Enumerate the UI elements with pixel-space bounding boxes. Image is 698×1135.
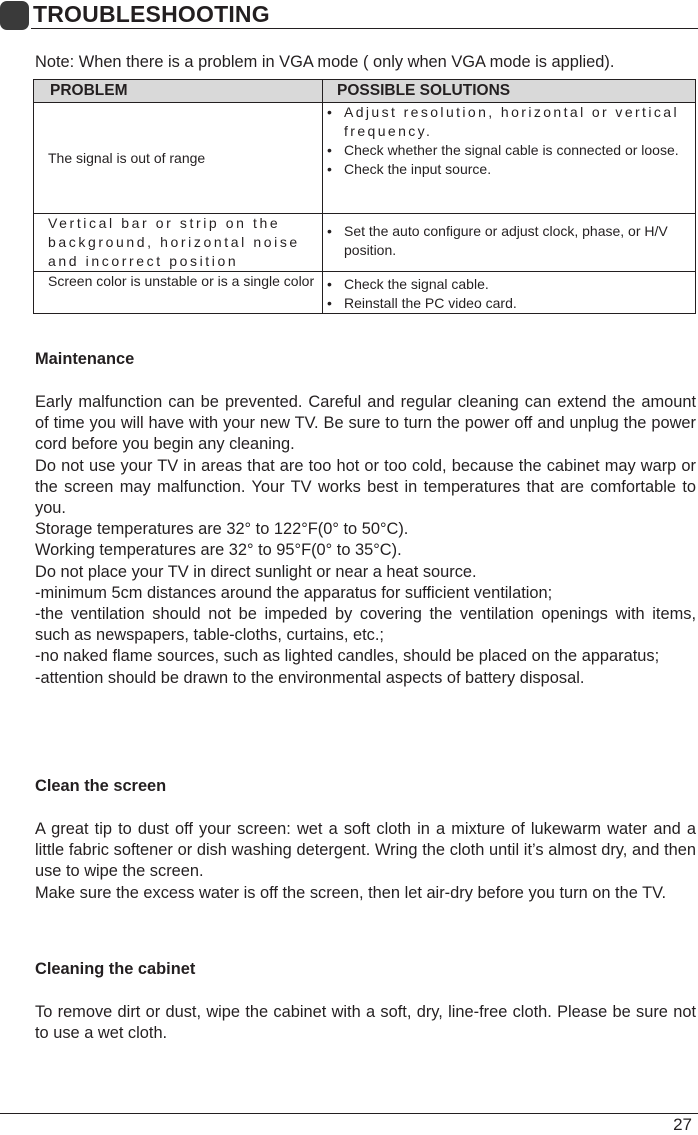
- maintenance-paragraph: Do not use your TV in areas that are too hot or too cold, because the cabinet may warp or the screen may malfunction. Your TV works best in temperatures that are comfortable to you.: [35, 456, 696, 518]
- bullet-icon: •: [327, 104, 335, 120]
- troubleshooting-table: [33, 79, 696, 314]
- problem-cell: Screen color is unstable or is a single color: [34, 272, 323, 314]
- header-tab-marker: [0, 1, 29, 30]
- solution-item: • Check whether the signal cable is connected or loose.: [327, 142, 679, 158]
- page-number: 27: [673, 1115, 692, 1134]
- clean-screen-paragraph: A great tip to dust off your screen: wet a soft cloth in a mixture of lukewarm water and a little fabric softener or dish washing detergent. Wring the cloth until it’s almost dry, and then use to wipe the screen.: [35, 820, 696, 881]
- maintenance-paragraph: -minimum 5cm distances around the apparatus for sufficient ventilation;: [35, 583, 553, 602]
- solution-item: • Check the signal cable.: [327, 276, 489, 292]
- solutions-cell: [323, 214, 696, 272]
- table-row: [34, 214, 696, 272]
- bullet-icon: •: [327, 142, 332, 158]
- clean-screen-paragraph: Make sure the excess water is off the screen, then let air-dry before you turn on the TV.: [35, 883, 667, 902]
- cleaning-cabinet-paragraph: To remove dirt or dust, wipe the cabinet with a soft, dry, line-free cloth. Please be sure not to use a wet cloth.: [35, 1003, 696, 1043]
- clean-screen-body: [35, 819, 696, 904]
- footer-rule: [0, 1113, 698, 1114]
- clean-screen-heading: Clean the screen: [35, 777, 167, 795]
- solution-item: • Adjust resolution, horizontal or vertical frequency.: [327, 104, 679, 139]
- cleaning-cabinet-body: [35, 1002, 696, 1044]
- problem-cell: Vertical bar or strip on the background, horizontal noise and incorrect position: [34, 214, 323, 272]
- maintenance-paragraph: Do not place your TV in direct sunlight or near a heat source.: [35, 562, 477, 581]
- solution-item: • Reinstall the PC video card.: [327, 295, 517, 311]
- table-row: [34, 103, 696, 214]
- maintenance-body: [35, 392, 696, 689]
- column-header-problem: PROBLEM: [34, 80, 323, 103]
- solution-item: • Check the input source.: [327, 161, 492, 177]
- maintenance-paragraph: -no naked flame sources, such as lighted candles, should be placed on the apparatus;: [35, 647, 660, 666]
- maintenance-paragraph: -the ventilation should not be impeded by covering the ventilation openings with items, such as newspapers, table-cloths, curtains, etc.;: [35, 605, 696, 645]
- bullet-icon: •: [327, 223, 332, 239]
- maintenance-heading: Maintenance: [35, 350, 135, 368]
- table-row: [34, 272, 696, 314]
- maintenance-paragraph: Storage temperatures are 32° to 122°F(0° to 50°C).: [35, 520, 409, 539]
- solutions-cell: [323, 272, 696, 314]
- bullet-icon: •: [327, 276, 332, 292]
- column-header-solutions: POSSIBLE SOLUTIONS: [323, 80, 696, 103]
- solution-item: • Set the auto configure or adjust clock, phase, or H/V position.: [327, 223, 668, 258]
- cleaning-cabinet-heading: Cleaning the cabinet: [35, 960, 196, 978]
- bullet-icon: •: [327, 295, 332, 311]
- table-header-row: [34, 80, 696, 103]
- vga-note: Note: When there is a problem in VGA mode ( only when VGA mode is applied).: [35, 53, 615, 71]
- problem-cell: The signal is out of range: [34, 103, 323, 214]
- solutions-cell: [323, 103, 696, 214]
- page-title: TROUBLESHOOTING: [33, 1, 270, 27]
- header-rule: [31, 28, 698, 29]
- maintenance-paragraph: Working temperatures are 32° to 95°F(0° to 35°C).: [35, 541, 402, 560]
- maintenance-paragraph: Early malfunction can be prevented. Careful and regular cleaning can extend the amount of time you will have with your new TV. Be sure to turn the power off and unplug the power cord before you begin any cleaning.: [35, 393, 696, 454]
- maintenance-paragraph: -attention should be drawn to the environmental aspects of battery disposal.: [35, 668, 585, 687]
- bullet-icon: •: [327, 161, 332, 177]
